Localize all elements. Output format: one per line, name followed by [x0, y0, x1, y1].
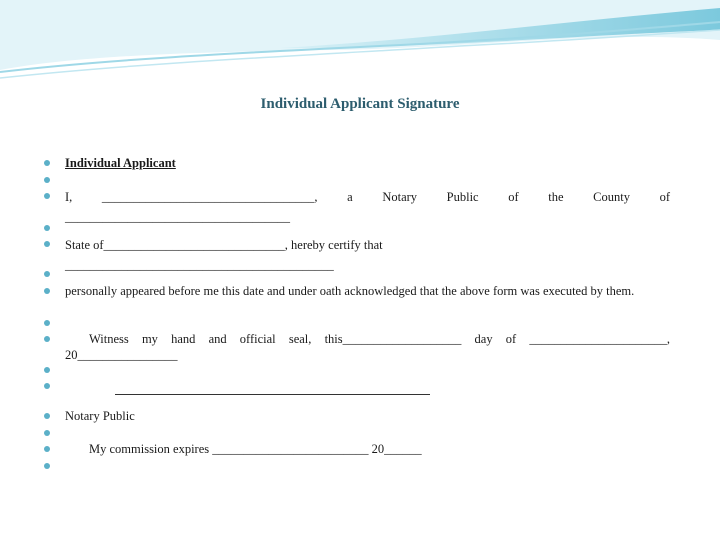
bullet-icon — [44, 463, 50, 469]
bullet-icon — [44, 241, 50, 247]
list-item-text: Notary Public — [65, 409, 135, 423]
page-title: Individual Applicant Signature — [260, 96, 460, 112]
bullet-icon — [44, 413, 50, 419]
list-item-text: I, __________________________________, a Notary Public of the County of ____________________________________ — [65, 190, 670, 224]
list-item-text: personally appeared before me this date and under oath acknowledged that the above form was executed by them. — [65, 284, 635, 298]
bullet-icon — [44, 160, 50, 166]
bullet-icon — [44, 288, 50, 294]
bullet-icon — [44, 320, 50, 326]
list-item-text: Individual Applicant — [65, 156, 176, 170]
list-item-text: Witness my hand and official seal, this___________________ day of ______________________, 20________________ — [65, 332, 670, 362]
bullet-icon — [44, 367, 50, 373]
bullet-icon — [44, 446, 50, 452]
bullet-icon — [44, 177, 50, 183]
bullet-icon — [44, 225, 50, 231]
bullet-icon — [44, 430, 50, 436]
list-item-text: State of_____________________________, hereby certify that ___________________________________________ — [65, 238, 383, 272]
bullet-icon — [44, 271, 50, 277]
list-item-text: My commission expires _________________________ 20______ — [89, 442, 422, 456]
bullet-icon — [44, 383, 50, 389]
bullet-icon — [44, 193, 50, 199]
bullet-icon — [44, 336, 50, 342]
signature-line — [115, 394, 430, 395]
